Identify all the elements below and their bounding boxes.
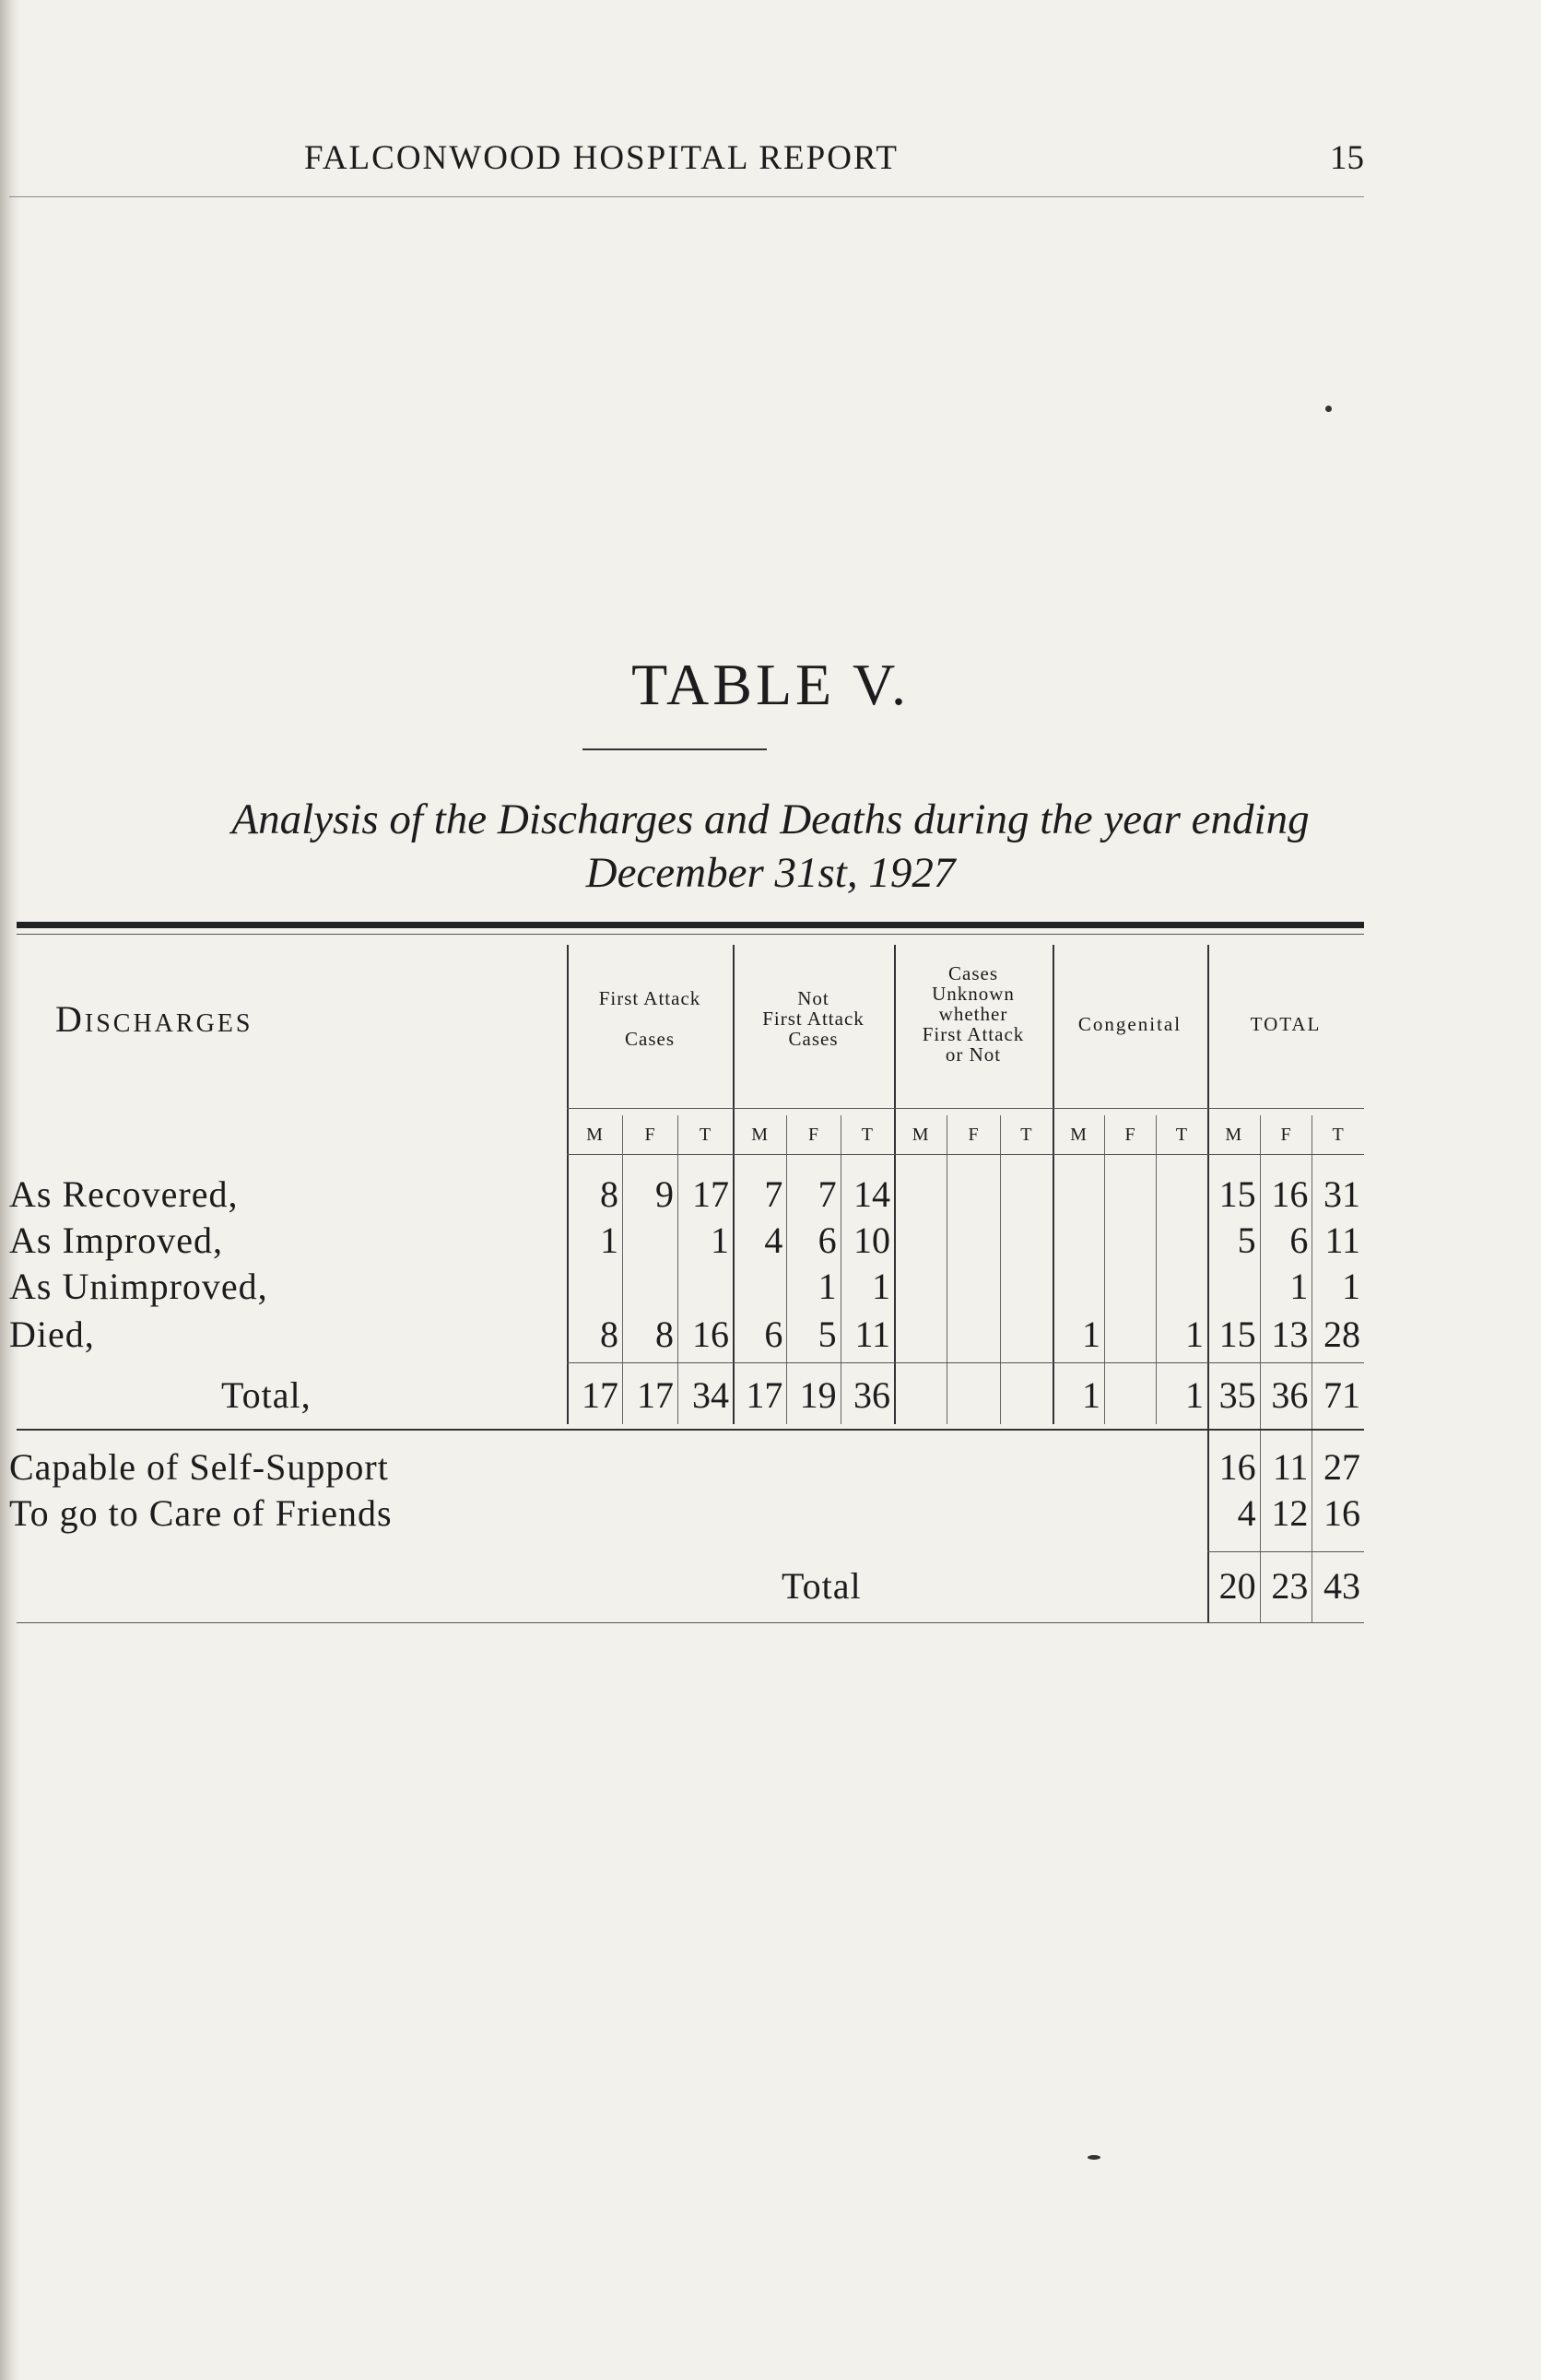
cell-value: 1 (872, 1266, 890, 1307)
cell-value: 19 (799, 1374, 837, 1416)
cell-value: 6 (1289, 1219, 1309, 1261)
cell-value: 11 (1324, 1219, 1360, 1261)
cell-value: 71 (1323, 1374, 1360, 1416)
subheader-f: F (1124, 1125, 1135, 1145)
cell-value: 10 (853, 1219, 890, 1261)
row-label: As Recovered, (9, 1173, 239, 1215)
cell-value: 28 (1323, 1314, 1360, 1355)
cell-value: 1 (1185, 1374, 1204, 1416)
row-head-discharges: Discharges (55, 998, 253, 1040)
cell-value: 8 (600, 1314, 618, 1355)
subheader-f: F (1280, 1125, 1291, 1145)
table-top-thin-rule (17, 934, 1364, 935)
column-header-congenital-line-1: Congenital (1077, 1013, 1182, 1035)
sub-divider-2 (677, 1115, 678, 1424)
title-rule (582, 748, 767, 750)
subheader-f: F (968, 1125, 979, 1145)
header-rule (9, 196, 1364, 197)
cell-value: 16 (1271, 1173, 1309, 1215)
table-title: TABLE V. (631, 652, 910, 717)
row-label-total: Total, (221, 1374, 312, 1416)
caption-line-2: December 31st, 1927 (585, 849, 956, 897)
summary-row-label: Capable of Self-Support (9, 1446, 389, 1488)
table-bottom-rule (17, 1622, 1364, 1623)
grand-total-value: 20 (1218, 1565, 1256, 1607)
cell-value: 17 (637, 1374, 674, 1416)
column-header-unknown-line-1: Cases (948, 962, 998, 984)
cell-value: 5 (1237, 1219, 1256, 1261)
summary-cell-value: 16 (1218, 1446, 1256, 1488)
cell-value: 15 (1218, 1173, 1256, 1215)
cell-value: 1 (1342, 1266, 1360, 1307)
cell-value: 31 (1323, 1173, 1360, 1215)
cell-value: 7 (764, 1173, 783, 1215)
subheader-t: T (699, 1125, 712, 1145)
row-label: Died, (9, 1314, 95, 1355)
cell-value: 15 (1218, 1314, 1256, 1355)
summary-cell-value: 27 (1323, 1446, 1360, 1488)
column-header-unknown-line-4: First Attack (922, 1023, 1025, 1045)
print-speck (1325, 406, 1332, 412)
cell-value: 36 (853, 1374, 890, 1416)
column-header-not_first-line-1: Not (797, 987, 829, 1009)
summary-cell-value: 11 (1272, 1446, 1309, 1488)
column-header-total (1251, 1014, 1322, 1034)
column-header-first_attack-line-2 (599, 1008, 701, 1029)
sub-divider-4 (786, 1115, 787, 1424)
sub-divider-8 (1000, 1115, 1001, 1424)
subheader-m: M (586, 1125, 603, 1145)
column-header-unknown-line-5: or Not (945, 1043, 1002, 1066)
cell-value: 5 (818, 1314, 837, 1355)
cell-value: 6 (818, 1219, 837, 1261)
subheader-m: M (1225, 1125, 1242, 1145)
subheader-t: T (1175, 1125, 1188, 1145)
subheader-t: T (1020, 1125, 1032, 1145)
subheader-f: F (644, 1125, 655, 1145)
cell-value: 14 (853, 1173, 890, 1215)
cell-value: 1 (818, 1266, 837, 1307)
column-header-first_attack-line-3: Cases (625, 1028, 675, 1050)
total-row-top-rule (567, 1362, 1364, 1363)
cell-value: 8 (655, 1314, 674, 1355)
cell-value: 7 (818, 1173, 837, 1215)
cell-value: 17 (746, 1374, 783, 1416)
grand-total-top-rule (1207, 1551, 1364, 1552)
cell-value: 35 (1218, 1374, 1256, 1416)
column-header-first_attack (599, 988, 701, 1049)
cell-value: 9 (655, 1173, 674, 1215)
cell-value: 16 (692, 1314, 729, 1355)
cell-value: 1 (1082, 1374, 1100, 1416)
cell-value: 8 (600, 1173, 618, 1215)
subheader-t: T (1332, 1125, 1344, 1145)
cell-value: 13 (1271, 1314, 1309, 1355)
grand-total-value: 23 (1271, 1565, 1309, 1607)
running-title: FALCONWOOD HOSPITAL REPORT (304, 139, 899, 177)
summary-cell-value: 16 (1323, 1492, 1360, 1534)
subheader-bottom-rule (567, 1154, 1364, 1155)
column-header-not_first-line-3: Cases (788, 1028, 839, 1050)
column-header-congenital (1078, 1014, 1182, 1034)
caption-line-1: Analysis of the Discharges and Deaths during the year ending (231, 795, 1310, 843)
cell-value: 1 (711, 1219, 729, 1261)
cell-value: 17 (692, 1173, 729, 1215)
grand-total-label: Total (782, 1565, 862, 1607)
total-row-bottom-rule (17, 1429, 1364, 1431)
row-label: As Improved, (9, 1219, 223, 1261)
cell-value: 11 (854, 1314, 890, 1355)
cell-value: 36 (1271, 1374, 1309, 1416)
column-header-unknown (923, 963, 1025, 1065)
sub-divider-1 (622, 1115, 623, 1424)
cell-value: 1 (600, 1219, 618, 1261)
group-divider-1 (567, 945, 569, 1424)
subheader-t: T (861, 1125, 873, 1145)
column-header-unknown-line-2: Unknown (932, 983, 1015, 1005)
group-divider-3 (894, 945, 896, 1424)
column-header-total-line-1: TOTAL (1250, 1013, 1322, 1035)
column-header-not_first-line-2: First Attack (762, 1007, 865, 1030)
column-header-unknown-line-3: whether (938, 1003, 1008, 1025)
subheader-m: M (751, 1125, 769, 1145)
page-header (304, 138, 1364, 181)
print-speck (1088, 2155, 1100, 2160)
cell-value: 1 (1289, 1266, 1309, 1307)
summary-row-label: To go to Care of Friends (9, 1492, 393, 1534)
cell-value: 17 (582, 1374, 618, 1416)
cell-value: 1 (1082, 1314, 1100, 1355)
row-label: As Unimproved, (9, 1266, 268, 1307)
cell-value: 4 (764, 1219, 783, 1261)
summary-cell-value: 4 (1237, 1492, 1256, 1534)
column-header-not_first (762, 988, 865, 1049)
summary-cell-value: 12 (1271, 1492, 1309, 1534)
subheader-rule (567, 1108, 1364, 1109)
page-number: 15 (1330, 139, 1364, 177)
subheader-m: M (1070, 1125, 1087, 1145)
sub-divider-10 (1104, 1115, 1105, 1424)
column-header-first_attack-line-1: First Attack (598, 987, 701, 1009)
cell-value: 6 (764, 1314, 783, 1355)
grand-total-value: 43 (1323, 1565, 1360, 1607)
cell-value: 1 (1185, 1314, 1204, 1355)
cell-value: 34 (692, 1374, 729, 1416)
table-top-rule (17, 922, 1364, 928)
subheader-m: M (912, 1125, 929, 1145)
subheader-f: F (807, 1125, 819, 1145)
